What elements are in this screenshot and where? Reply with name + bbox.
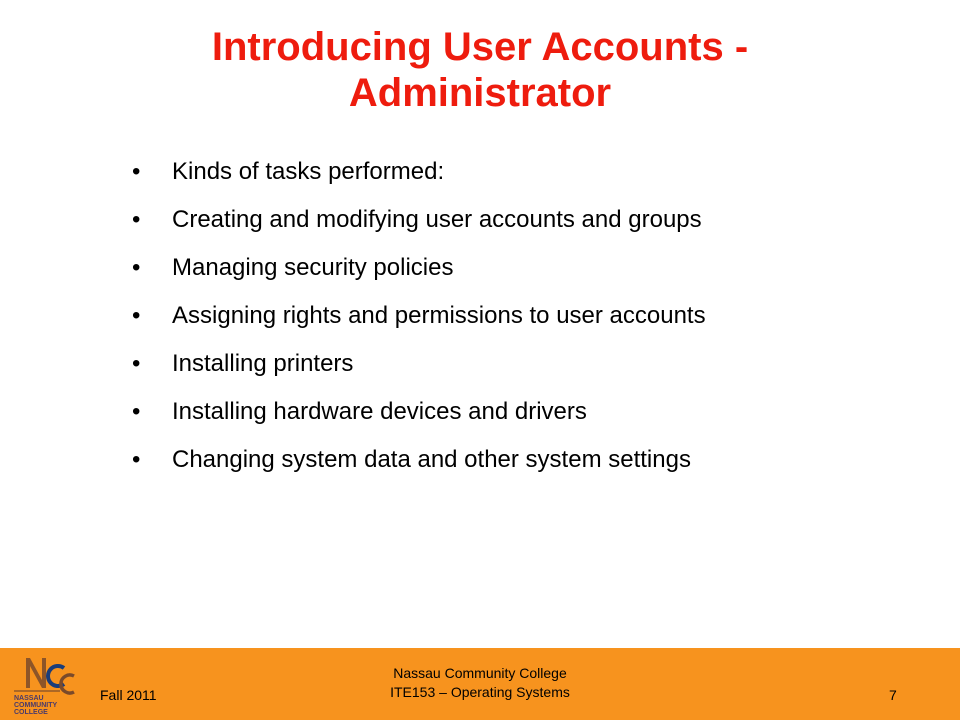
footer-bar [0,648,960,720]
footer-term: Fall 2011 [100,687,157,703]
footer-course-name: ITE153 – Operating Systems [390,684,570,700]
bullet-item [132,148,932,196]
bullet-text: Managing security policies [172,254,454,281]
bullet-item [132,292,932,340]
bullet-item [132,436,932,484]
bullet-text: Kinds of tasks performed: [172,158,445,185]
ncc-logo-icon [12,654,80,716]
bullet-text: Assigning rights and permissions to user accounts [172,302,706,329]
svg-text:NASSAU: NASSAU [14,695,44,702]
bullet-item [132,340,932,388]
footer-college-name: Nassau Community College [393,665,567,681]
bullet-dot-icon: • [132,446,141,473]
bullet-item [132,196,932,244]
bullet-text: Installing hardware devices and drivers [172,398,587,425]
svg-text:COLLEGE: COLLEGE [14,709,48,716]
bullet-text: Creating and modifying user accounts and groups [172,206,702,233]
svg-text:COMMUNITY: COMMUNITY [14,702,58,709]
bullet-text: Changing system data and other system settings [172,446,691,473]
bullet-text: Installing printers [172,350,354,377]
bullet-dot-icon: • [132,398,141,425]
slide-title [80,24,880,116]
slide-number: 7 [889,687,897,703]
footer-course-info [330,664,630,702]
bullet-dot-icon: • [132,254,141,281]
bullet-dot-icon: • [132,158,141,185]
bullet-item [132,244,932,292]
bullet-dot-icon: • [132,206,141,233]
title-line-1: Introducing User Accounts - [211,25,749,69]
bullet-item [132,388,932,436]
title-line-2: Administrator [348,71,612,115]
bullet-dot-icon: • [132,350,141,377]
bullet-list [132,148,932,484]
bullet-dot-icon: • [132,302,141,329]
